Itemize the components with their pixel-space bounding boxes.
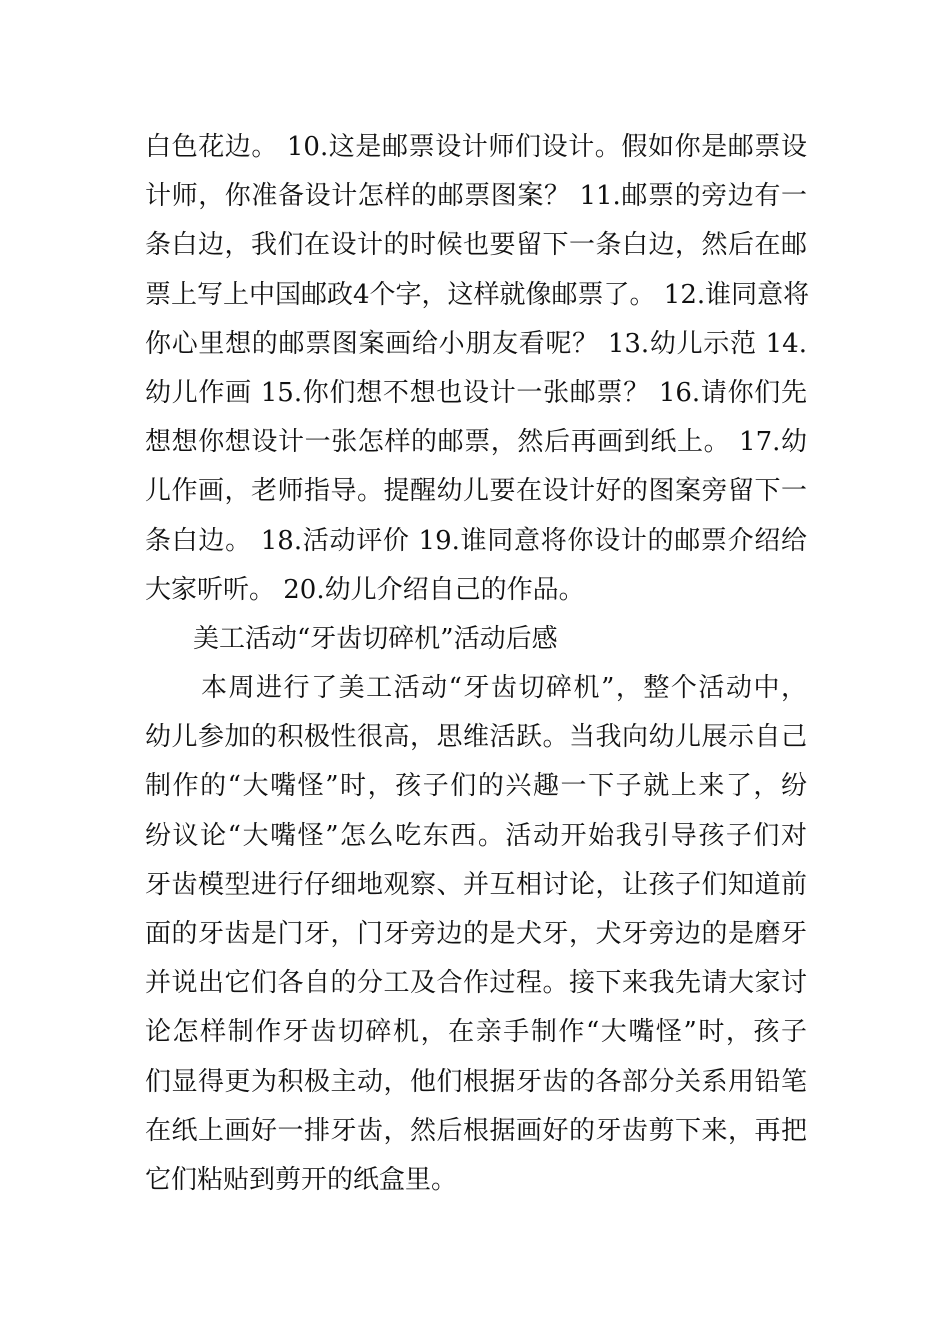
paragraph-activity-steps	[145, 123, 810, 615]
text-line: 计师，你准备设计怎样的邮票图案？ 11.邮票的旁边有一	[145, 181, 807, 212]
text-line: 它们粘贴到剪开的纸盒里。	[145, 1164, 458, 1195]
text-line: 并说出它们各自的分工及合作过程。接下来我先请大家讨	[145, 968, 807, 999]
text-line: 论怎样制作牙齿切碎机，在亲手制作“大嘴怪”时，孩子	[145, 1017, 807, 1048]
section-title: 美工活动“牙齿切碎机”活动后感	[193, 623, 558, 654]
text-line: 们显得更为积极主动，他们根据牙齿的各部分关系用铅笔	[145, 1066, 807, 1097]
text-line: 制作的“大嘴怪”时，孩子们的兴趣一下子就上来了，纷	[145, 771, 807, 802]
text-line: 面的牙齿是门牙，门牙旁边的是犬牙，犬牙旁边的是磨牙	[145, 919, 807, 949]
text-line: 幼儿参加的积极性很高，思维活跃。当我向幼儿展示自己	[145, 722, 807, 753]
document-page	[145, 123, 810, 1205]
text-line: 条白边，我们在设计的时候也要留下一条白边，然后在邮	[145, 230, 807, 261]
text-line: 白色花边。 10.这是邮票设计师们设计。假如你是邮票设	[145, 132, 807, 162]
text-line: 条白边。 18.活动评价 19.谁同意将你设计的邮票介绍给	[145, 525, 807, 556]
text-line: 大家听听。 20.幼儿介绍自己的作品。	[145, 574, 585, 605]
paragraph-reflection	[145, 664, 807, 1205]
text-line: 幼儿作画 15.你们想不想也设计一张邮票？ 16.请你们先	[145, 377, 807, 408]
text-line: 票上写上中国邮政4个字，这样就像邮票了。 12.谁同意将	[145, 279, 810, 310]
text-line: 在纸上画好一排牙齿，然后根据画好的牙齿剪下来，再把	[145, 1115, 807, 1146]
text-line: 想想你想设计一张怎样的邮票，然后再画到纸上。 17.幼	[145, 427, 807, 458]
text-line: 牙齿模型进行仔细地观察、并互相讨论，让孩子们知道前	[145, 869, 807, 900]
text-line: 你心里想的邮票图案画给小朋友看呢？ 13.幼儿示范 14.	[145, 328, 807, 359]
text-line: 纷议论“大嘴怪”怎么吃东西。活动开始我引导孩子们对	[145, 820, 807, 851]
text-line: 儿作画，老师指导。提醒幼儿要在设计好的图案旁留下一	[145, 476, 807, 507]
text-line: 本周进行了美工活动“牙齿切碎机”，整个活动中，	[201, 673, 807, 704]
